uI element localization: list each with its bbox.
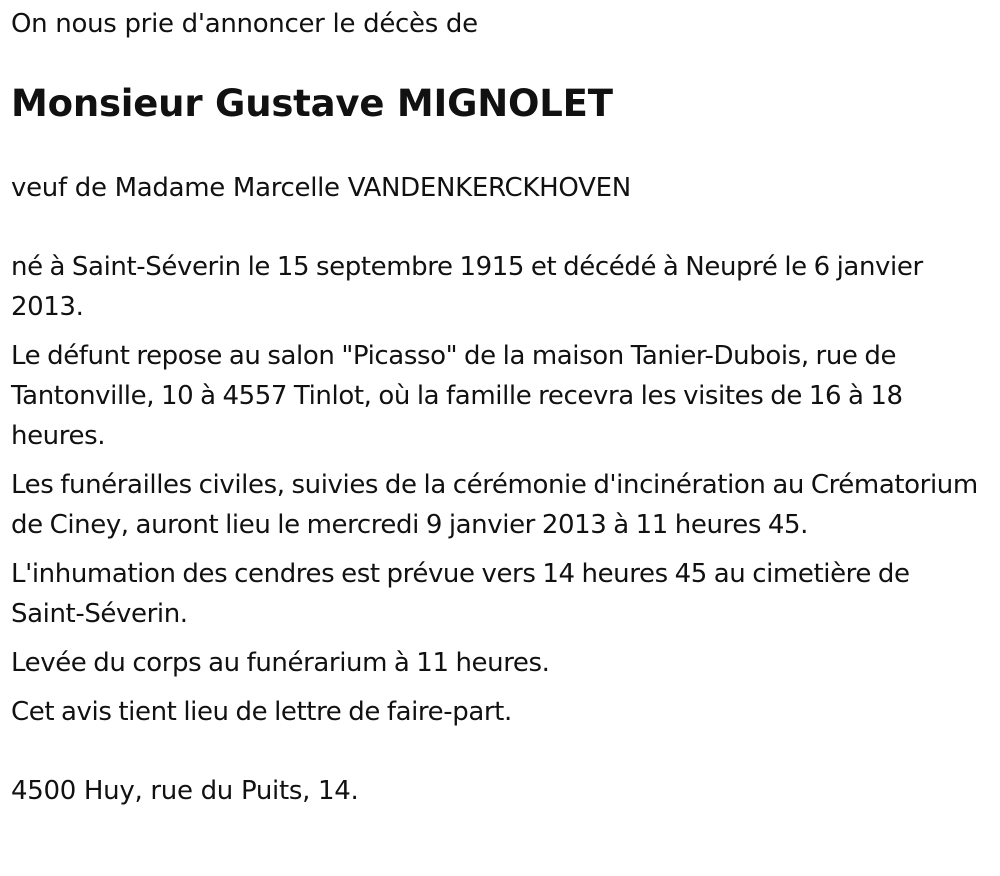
death-notice [11,0,986,811]
notice-intro: On nous prie d'annoncer le décès de [11,9,478,39]
spouse-line: veuf de Madame Marcelle VANDENKERCKHOVEN [11,173,631,203]
funeral-paragraph: Les funérailles civiles, suivies de la cérémonie d'incinération au Crématorium de Ciney, auront lieu le mercredi 9 janvier 2013 à 11 heures 45. [11,470,978,540]
visitation-paragraph: Le défunt repose au salon "Picasso" de la maison Tanier-Dubois, rue de Tantonville, 10 à 4557 Tinlot, où la famille recevra les visites de 16 à 18 heures. [11,341,903,451]
birth-death-paragraph: né à Saint-Séverin le 15 septembre 1915 et décédé à Neupré le 6 janvier 2013. [11,252,923,322]
ash-burial-paragraph: L'inhumation des cendres est prévue vers 14 heures 45 au cimetière de Saint-Séverin. [11,559,910,629]
notice-statement-paragraph: Cet avis tient lieu de lettre de faire-part. [11,697,512,727]
family-address: 4500 Huy, rue du Puits, 14. [11,776,359,806]
deceased-name: Monsieur Gustave MIGNOLET [11,82,613,125]
departure-paragraph: Levée du corps au funérarium à 11 heures. [11,648,550,678]
